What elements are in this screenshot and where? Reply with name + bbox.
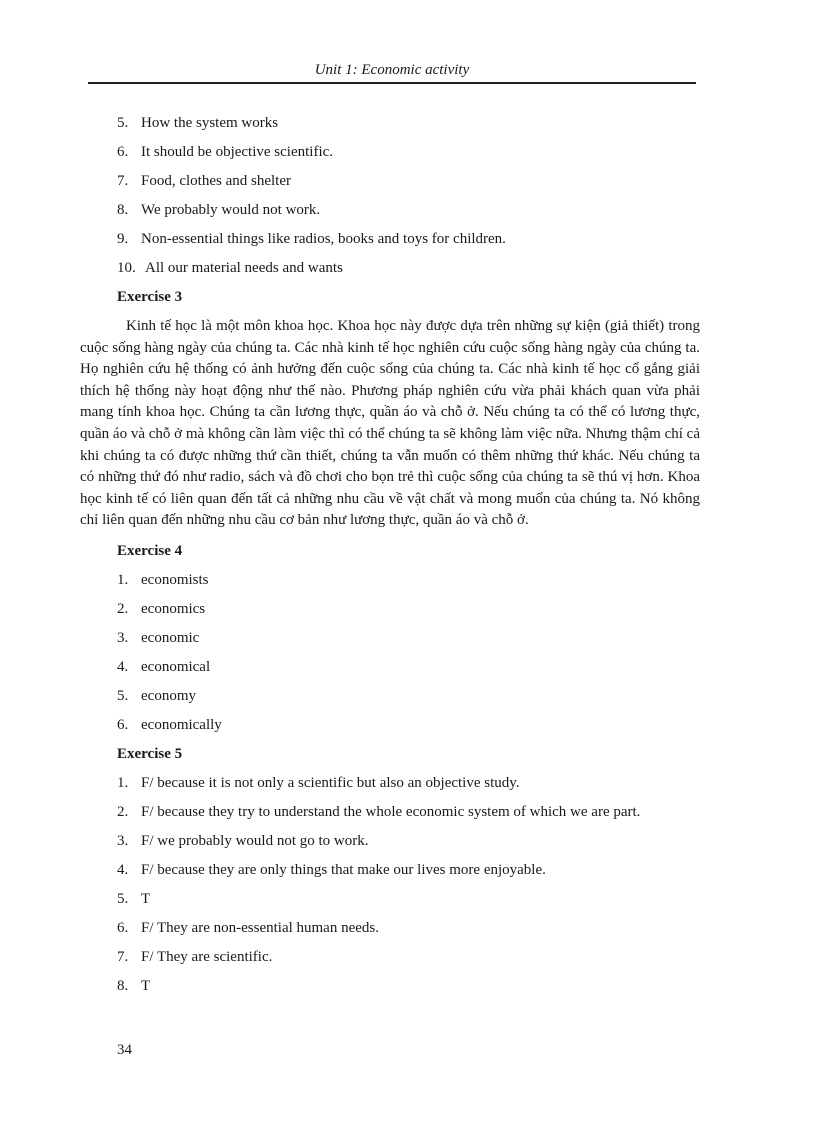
list-item <box>80 113 700 142</box>
item-number: 6. <box>117 144 129 160</box>
item-text: F/ because it is not only a scientific but also an objective study. <box>141 774 520 791</box>
item-number: 10. <box>117 260 136 276</box>
list-item <box>80 976 700 1005</box>
list-item <box>80 860 700 889</box>
list-item <box>80 657 700 686</box>
item-text: It should be objective scientific. <box>141 144 334 160</box>
header-rule <box>88 82 696 84</box>
item-text: Non-essential things like radios, books and toys for children. <box>141 231 506 247</box>
item-text: economically <box>141 716 222 733</box>
item-text: F/ because they try to understand the whole economic system of which we are part. <box>141 803 641 820</box>
exercise-4-list <box>80 570 700 744</box>
item-text: We probably would not work. <box>141 202 321 218</box>
item-number: 7. <box>117 948 129 965</box>
list-item <box>80 918 700 947</box>
exercise-5-list <box>80 773 700 1005</box>
item-text: economics <box>141 600 206 617</box>
list-item <box>80 599 700 628</box>
item-number: 5. <box>117 890 129 907</box>
list-item <box>80 773 700 802</box>
item-number: 8. <box>117 977 129 994</box>
list-item <box>80 947 700 976</box>
list-item <box>80 802 700 831</box>
exercise-4-heading: Exercise 4 <box>117 542 183 559</box>
list-item <box>80 628 700 657</box>
page-content <box>80 113 700 1005</box>
item-number: 9. <box>117 231 129 247</box>
list-item <box>80 258 700 287</box>
item-number: 5. <box>117 115 129 131</box>
list-item <box>80 200 700 229</box>
item-text: T <box>141 977 151 994</box>
item-text: economists <box>141 571 209 588</box>
list-item <box>80 142 700 171</box>
item-number: 4. <box>117 658 129 675</box>
item-text: T <box>141 890 151 907</box>
item-number: 3. <box>117 629 129 646</box>
exercise-3-heading: Exercise 3 <box>117 289 183 305</box>
exercise-5-heading: Exercise 5 <box>117 745 183 762</box>
list-item <box>80 715 700 744</box>
item-text: Food, clothes and shelter <box>141 173 291 189</box>
item-number: 2. <box>117 600 129 617</box>
answers-top-list <box>80 113 700 287</box>
exercise-3-paragraph: Kinh tế học là một môn khoa học. Khoa học này được dựa trên những sự kiện (giả thiết) trong cuộc sống hàng ngày của chúng ta. Các nhà kinh tế học nghiên cứu cuộc sống hàng ngày của chúng ta. Họ nghiên cứu hệ thống có ảnh hưởng đến cuộc sống của chúng ta. Các nhà kinh tế học cố gắng giải thích hệ thống này hoạt động như thế nào. Phương pháp nghiên cứu vừa phải khách quan vừa phải mang tính khoa học. Chúng ta cần lương thực, quần áo và chỗ ở. Nếu chúng ta có thể có lương thực, quần áo và chỗ ở mà không cần làm việc thì có thể chúng ta sẽ không làm việc nữa. Nhưng thậm chí cả khi chúng ta có được những thứ cần thiết, chúng ta vẫn muốn có thêm những thứ khác. Nếu chúng ta có những thứ đó như radio, sách và đồ chơi cho bọn trẻ thì cuộc sống của chúng ta sẽ thú vị hơn. Khoa học kinh tế có liên quan đến tất cả những nhu cầu về vật chất và mong muốn của chúng ta. Nó không chỉ liên quan đến những nhu cầu cơ bản như lương thực, quần áo và chỗ ở. <box>80 318 700 529</box>
item-number: 6. <box>117 716 129 733</box>
item-text: How the system works <box>141 115 279 131</box>
item-number: 1. <box>117 774 129 791</box>
list-item <box>80 831 700 860</box>
list-item <box>80 229 700 258</box>
item-number: 5. <box>117 687 129 704</box>
item-number: 3. <box>117 832 129 849</box>
item-text: F/ because they are only things that make our lives more enjoyable. <box>141 861 546 878</box>
item-number: 1. <box>117 571 129 588</box>
list-item <box>80 889 700 918</box>
list-item <box>80 570 700 599</box>
item-number: 6. <box>117 919 129 936</box>
list-item <box>80 686 700 715</box>
item-text: All our material needs and wants <box>145 260 343 276</box>
item-number: 4. <box>117 861 129 878</box>
item-number: 8. <box>117 202 129 218</box>
item-text: economical <box>141 658 211 675</box>
item-number: 2. <box>117 803 129 820</box>
item-text: F/ we probably would not go to work. <box>141 832 369 849</box>
item-text: economy <box>141 687 196 704</box>
item-text: F/ They are scientific. <box>141 948 273 965</box>
running-header: Unit 1: Economic activity <box>314 62 470 78</box>
item-text: economic <box>141 629 200 646</box>
item-text: F/ They are non-essential human needs. <box>141 919 379 936</box>
item-number: 7. <box>117 173 129 189</box>
page-number: 34 <box>117 1042 132 1058</box>
list-item <box>80 171 700 200</box>
